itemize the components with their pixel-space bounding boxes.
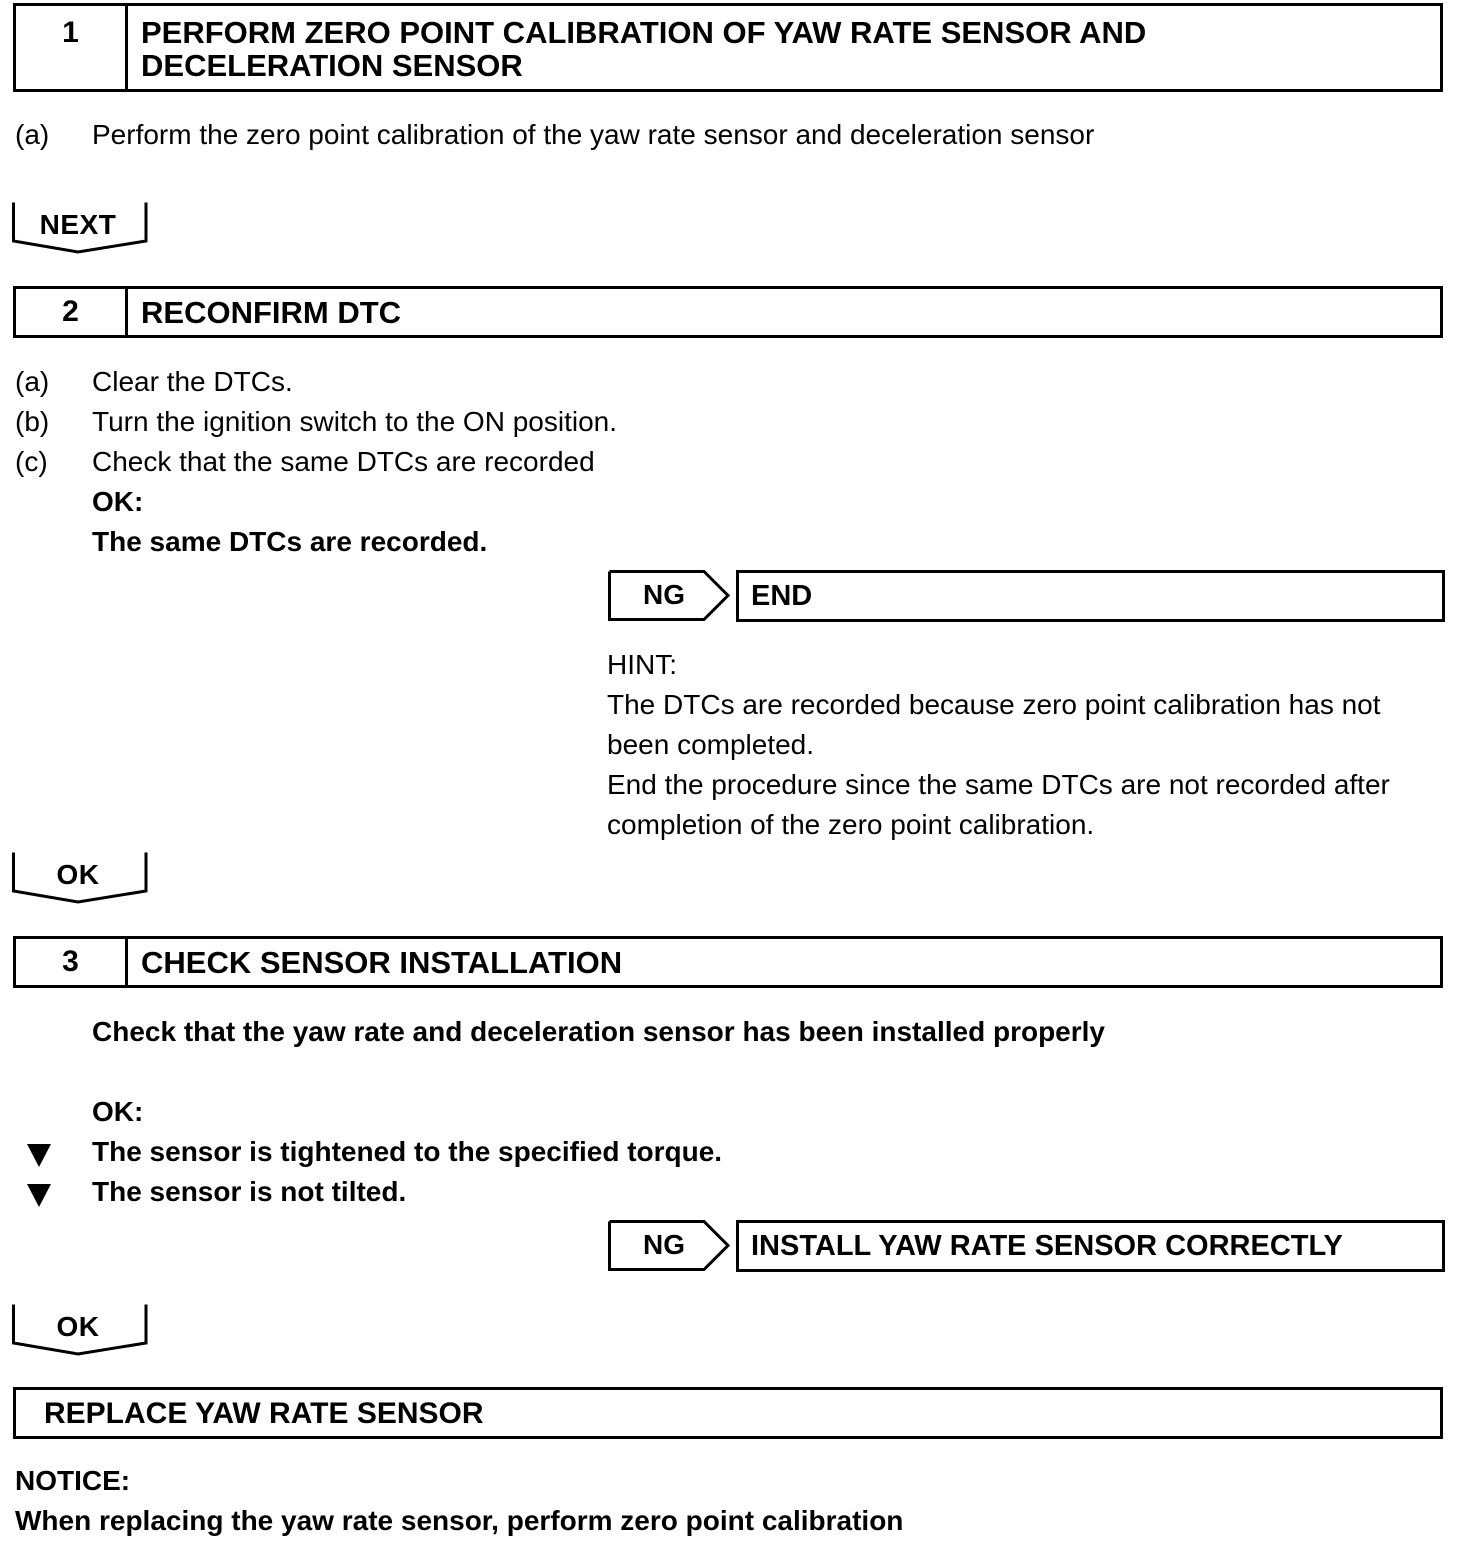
triangle-bullet-icon: [26, 1182, 52, 1208]
ng-target-box: [736, 570, 1445, 622]
final-action-title: REPLACE YAW RATE SENSOR: [44, 1397, 484, 1430]
item-text: Turn the ignition switch to the ON position.: [92, 406, 617, 437]
ok-button[interactable]: [12, 1303, 150, 1357]
notice-text: When replacing the yaw rate sensor, perform zero point calibration: [15, 1505, 904, 1536]
item-text: Perform the zero point calibration of the yaw rate sensor and deceleration sensor: [92, 119, 1095, 150]
step-number: 3: [16, 939, 128, 985]
step-title-line: DECELERATION SENSOR: [141, 48, 523, 83]
ok-heading: OK:: [92, 1096, 144, 1127]
ok-heading: OK:: [92, 486, 144, 517]
ng-label: NG: [643, 579, 685, 610]
step-2-header: [13, 286, 1443, 338]
step-3-header: [13, 936, 1443, 988]
ng-target-label: INSTALL YAW RATE SENSOR CORRECTLY: [751, 1230, 1343, 1262]
ng-target-box: [736, 1220, 1445, 1272]
hint-heading: HINT:: [607, 649, 677, 680]
ok-label: OK: [56, 1311, 100, 1342]
notice-heading: NOTICE:: [15, 1465, 131, 1496]
hint-block: [607, 645, 1452, 845]
item-label: (c): [15, 446, 48, 477]
item-label: (a): [15, 366, 50, 397]
step-title-line: PERFORM ZERO POINT CALIBRATION OF YAW RATE SENSOR AND: [141, 15, 1147, 50]
step-title: [141, 16, 1430, 82]
item-text: Check that the same DTCs are recorded: [92, 446, 595, 477]
item-label: (b): [15, 406, 50, 437]
hint-line: The DTCs are recorded because zero point calibration has not: [607, 689, 1381, 720]
final-action-box: [13, 1387, 1443, 1439]
ng-label: NG: [643, 1229, 685, 1260]
ok-criteria: The sensor is tightened to the specified torque.: [92, 1136, 723, 1167]
step-title: RECONFIRM DTC: [141, 295, 402, 330]
triangle-bullet-icon: [26, 1142, 52, 1168]
step-number: 1: [16, 6, 128, 89]
item-text: Clear the DTCs.: [92, 366, 293, 397]
step-title: CHECK SENSOR INSTALLATION: [141, 945, 623, 980]
ok-criteria: The sensor is not tilted.: [92, 1176, 407, 1207]
hint-line: End the procedure since the same DTCs are not recorded after: [607, 769, 1390, 800]
ng-button[interactable]: [608, 1220, 732, 1272]
ok-button[interactable]: [12, 851, 150, 905]
ng-target-label: END: [751, 580, 813, 612]
hint-line: completion of the zero point calibration.: [607, 809, 1095, 840]
next-button[interactable]: [12, 201, 150, 255]
step-1-header: [13, 3, 1443, 92]
ok-label: OK: [56, 859, 100, 890]
next-label: NEXT: [39, 209, 117, 240]
hint-line: been completed.: [607, 729, 815, 760]
item-label: (a): [15, 119, 50, 150]
ng-button[interactable]: [608, 570, 732, 622]
ok-criteria: The same DTCs are recorded.: [92, 526, 488, 557]
step-number: 2: [16, 289, 128, 335]
check-instruction: Check that the yaw rate and deceleration sensor has been installed properly: [92, 1016, 1105, 1047]
